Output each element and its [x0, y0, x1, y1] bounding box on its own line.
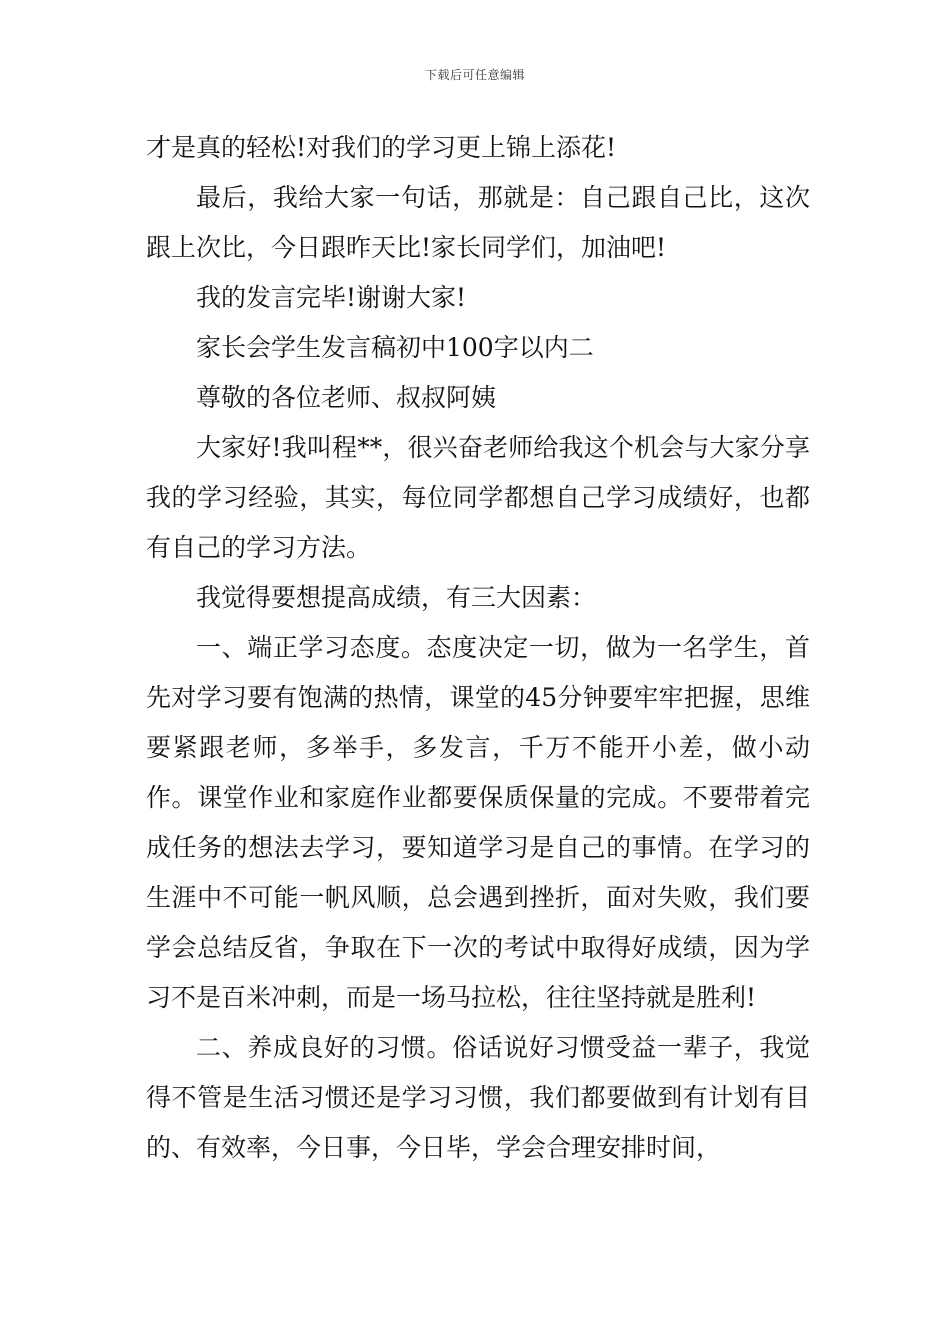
paragraph: 大家好!我叫程**，很兴奋老师给我这个机会与大家分享我的学习经验，其实，每位同学都想自己学习成绩好，也都有自己的学习方法。: [146, 433, 810, 562]
salutation: 尊敬的各位老师、叔叔阿姨: [196, 383, 497, 412]
paragraph: 二、养成良好的习惯。俗话说好习惯受益一辈子，我觉得不管是生活习惯还是学习习惯，我们都要做到有计划有目的、有效率，今日事，今日毕，学会合理安排时间，: [146, 1033, 810, 1162]
paragraph: 一、端正学习态度。态度决定一切，做为一名学生，首先对学习要有饱满的热情，课堂的45分钟要牢牢把握，思维要紧跟老师，多举手，多发言，千万不能开小差，做小动作。课堂作业和家庭作业都要保质保量的完成。不要带着完成任务的想法去学习，要知道学习是自己的事情。在学习的生涯中不可能一帆风顺，总会遇到挫折，面对失败，我们要学会总结反省，争取在下一次的考试中取得好成绩，因为学习不是百米冲刺，而是一场马拉松，往往坚持就是胜利!: [146, 633, 810, 1012]
paragraph: 我的发言完毕!谢谢大家!: [196, 283, 467, 312]
paragraph: 才是真的轻松!对我们的学习更上锦上添花!: [146, 133, 617, 162]
paragraph: 我觉得要想提高成绩，有三大因素：: [196, 583, 597, 612]
section-title: 家长会学生发言稿初中100字以内二: [196, 333, 594, 362]
paragraph: 最后，我给大家一句话，那就是：自己跟自己比，这次跟上次比，今日跟昨天比!家长同学们，加油吧!: [146, 183, 810, 262]
page-header: 下载后可任意编辑: [424, 68, 525, 82]
document-body: [146, 123, 810, 1173]
